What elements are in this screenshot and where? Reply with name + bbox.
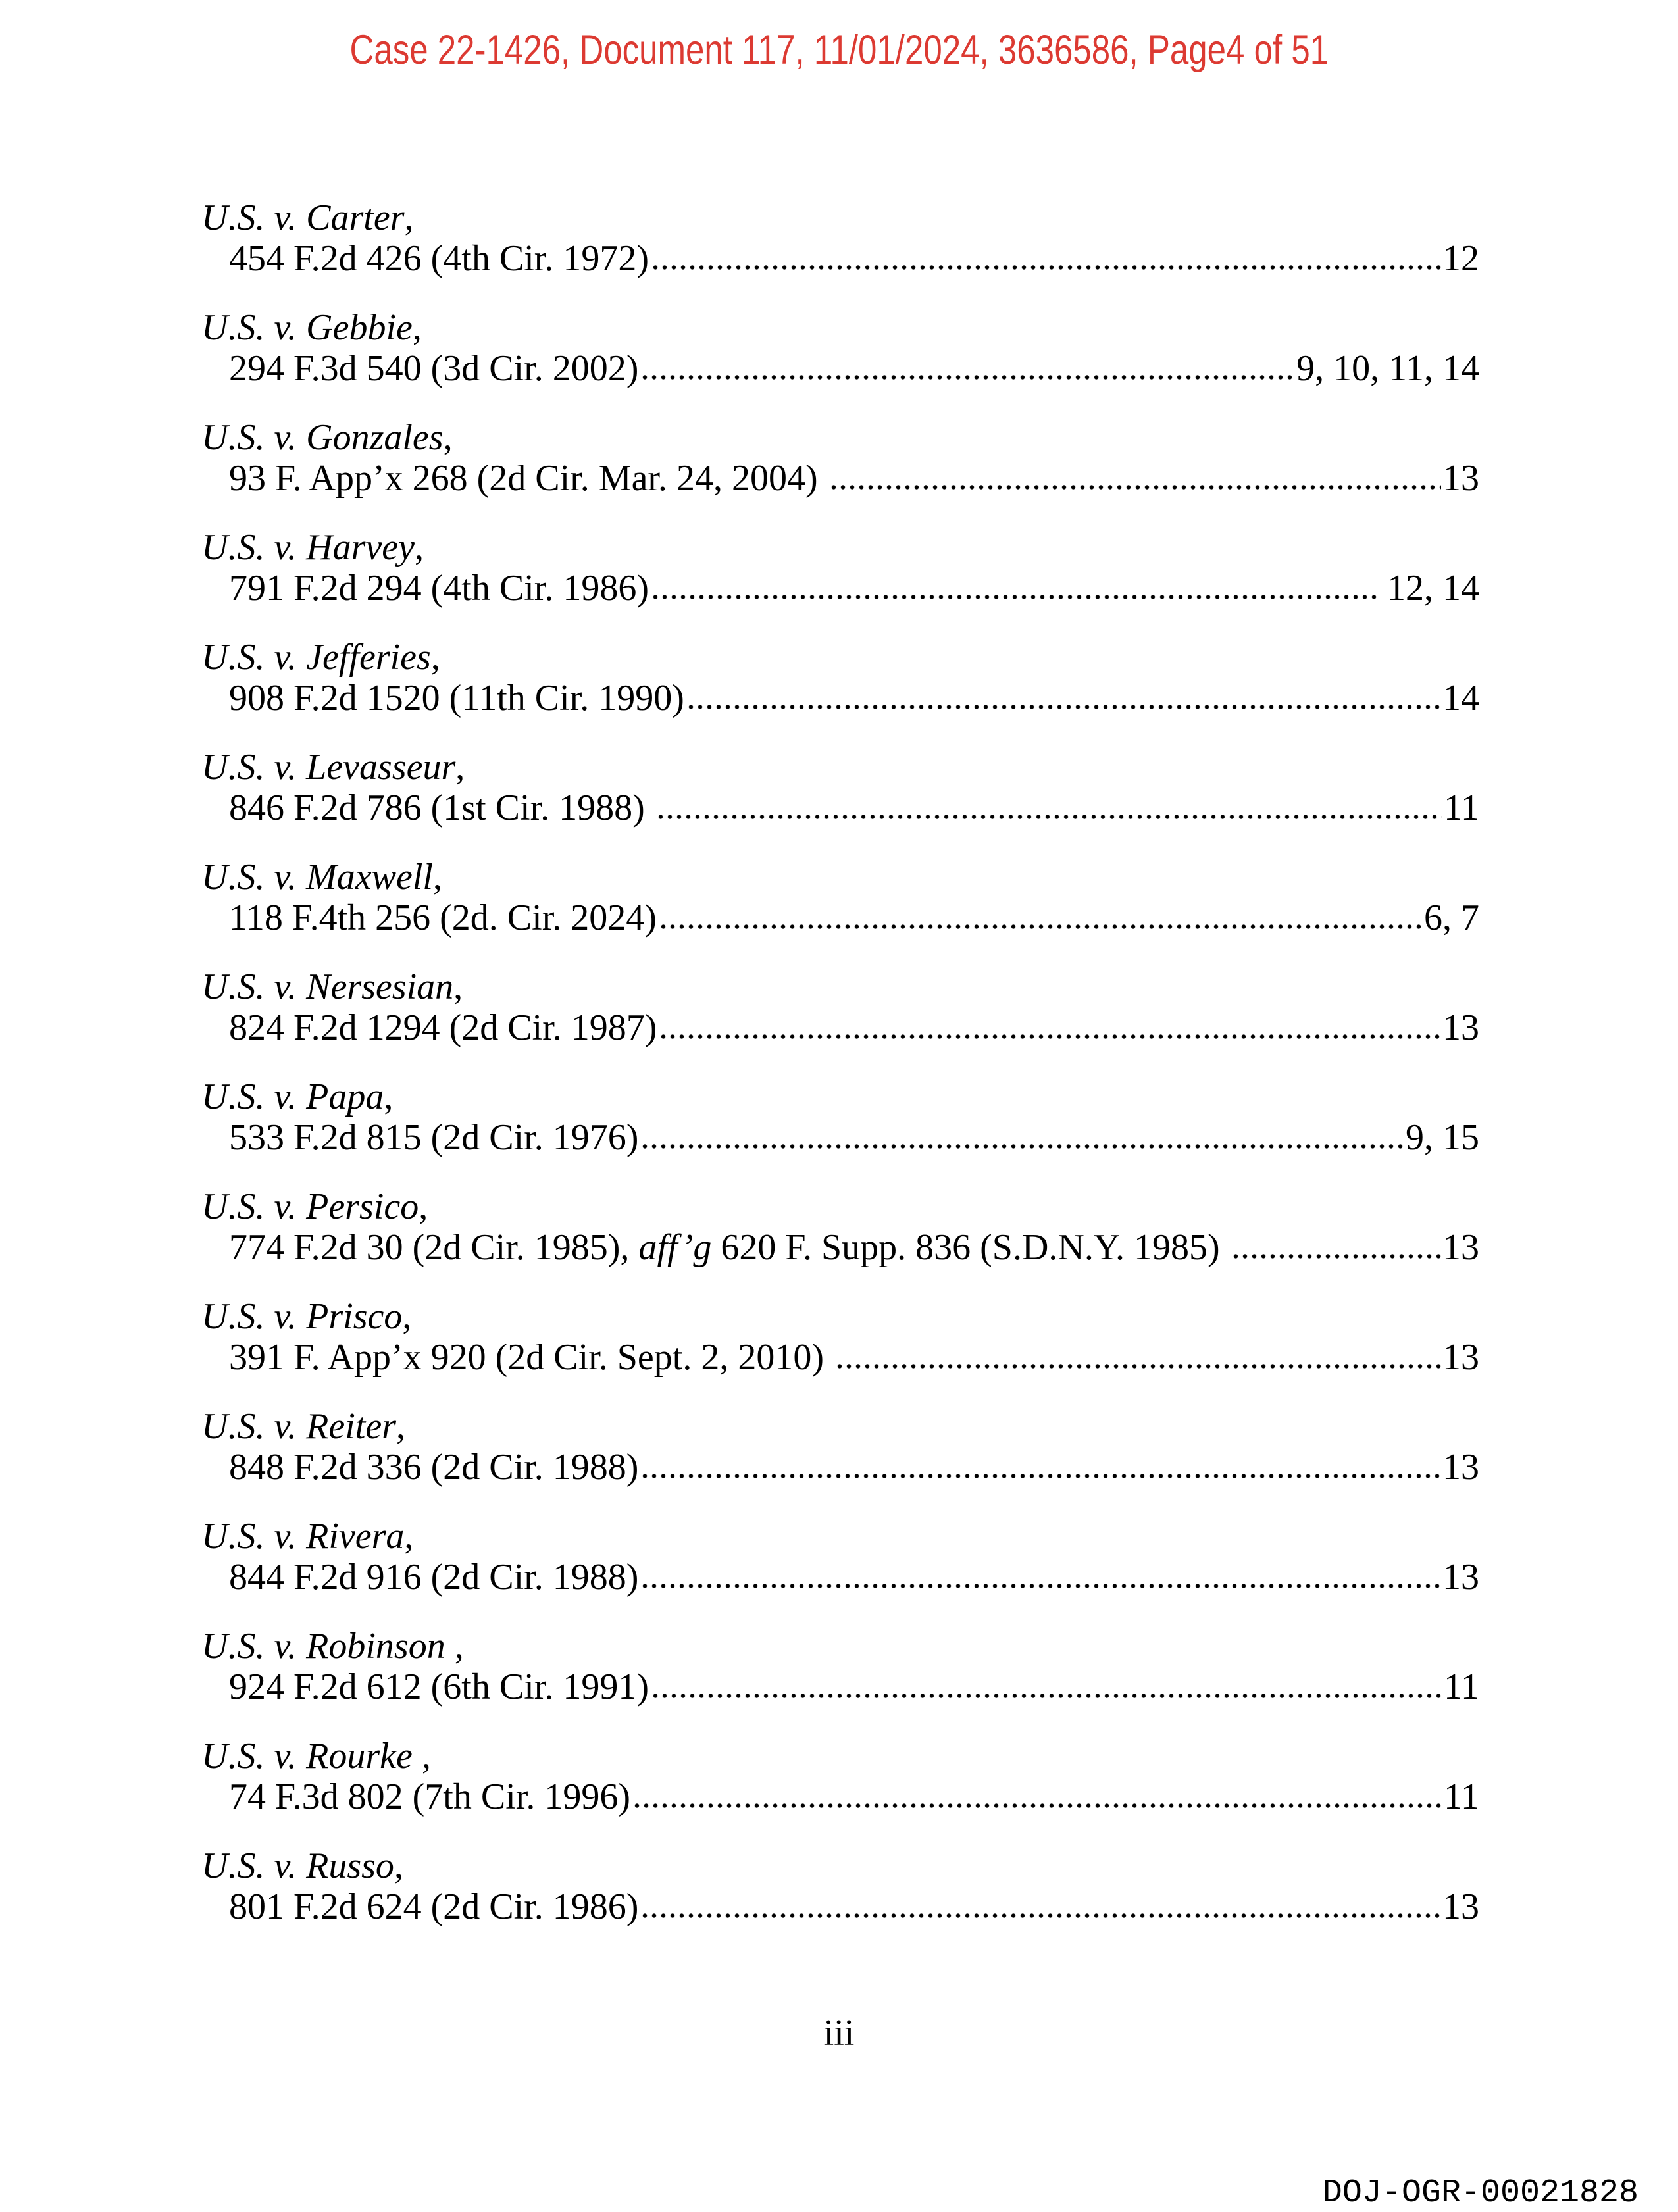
case-name: U.S. v. Carter — [201, 197, 405, 238]
case-entry — [201, 1626, 1479, 1707]
page-ref: 13 — [1442, 1886, 1479, 1927]
case-entry — [201, 637, 1479, 718]
case-name-line — [201, 417, 1479, 458]
citation-text: 533 F.2d 815 (2d Cir. 1976) — [229, 1117, 639, 1158]
case-citation-line — [201, 1117, 1479, 1158]
case-name: U.S. v. Levasseur — [201, 747, 456, 788]
case-citation-line — [201, 348, 1479, 389]
case-citation-line — [201, 897, 1479, 938]
citation-text: 74 F.3d 802 (7th Cir. 1996) — [229, 1776, 630, 1817]
dot-leader — [640, 1561, 1441, 1589]
dot-leader — [651, 1671, 1442, 1699]
case-name-line — [201, 1626, 1479, 1667]
case-citation-line — [201, 1007, 1479, 1048]
case-name: U.S. v. Reiter — [201, 1406, 396, 1447]
case-entry — [201, 1076, 1479, 1158]
case-name: U.S. v. Nersesian — [201, 967, 454, 1007]
case-name: U.S. v. Gonzales — [201, 417, 444, 458]
page-ref: 13 — [1442, 1447, 1479, 1488]
dot-leader — [640, 1451, 1441, 1479]
case-name: U.S. v. Rourke — [201, 1736, 422, 1776]
case-name-comma: , — [404, 197, 414, 238]
dot-leader — [686, 682, 1441, 710]
case-citation-line — [201, 568, 1479, 609]
case-citation-line — [201, 1776, 1479, 1817]
case-name: U.S. v. Maxwell — [201, 857, 433, 897]
case-name-comma: , — [443, 417, 453, 458]
case-name-line — [201, 1406, 1479, 1447]
case-citation-line — [201, 458, 1479, 499]
citation — [229, 1447, 638, 1488]
dot-leader — [829, 463, 1441, 490]
citation-text: 791 F.2d 294 (4th Cir. 1986) — [229, 568, 649, 609]
citation-text: 924 F.2d 612 (6th Cir. 1991) — [229, 1667, 649, 1707]
page-ref: 13 — [1442, 1557, 1479, 1597]
case-entry — [201, 1406, 1479, 1488]
citation — [229, 568, 649, 609]
case-name-line — [201, 307, 1479, 348]
case-name: U.S. v. Gebbie — [201, 307, 413, 348]
dot-leader — [651, 572, 1377, 600]
table-of-authorities — [201, 197, 1479, 1955]
case-entry — [201, 527, 1479, 609]
page-ref: 13 — [1442, 1337, 1479, 1378]
page-number-folio: iii — [823, 2013, 855, 2053]
court-stamp-text: Case 22-1426, Document 117, 11/01/2024, 3636586, Page4 of 51 — [349, 27, 1329, 73]
case-name-line — [201, 197, 1479, 238]
case-citation-line — [201, 1886, 1479, 1927]
case-name-line — [201, 527, 1479, 568]
dot-leader — [640, 1891, 1441, 1919]
case-entry — [201, 747, 1479, 828]
citation — [229, 1337, 833, 1378]
case-name-line — [201, 637, 1479, 678]
citation — [229, 1886, 638, 1927]
page-ref: 11 — [1444, 788, 1479, 828]
page-ref: 13 — [1442, 1227, 1479, 1268]
page-ref: 13 — [1442, 1007, 1479, 1048]
citation-text: 824 F.2d 1294 (2d Cir. 1987) — [229, 1007, 657, 1048]
case-name-comma: , — [394, 1846, 403, 1886]
citation — [229, 1117, 638, 1158]
citation — [229, 458, 827, 499]
page-ref: 9, 10, 11, 14 — [1296, 348, 1479, 389]
case-name-comma: , — [454, 1626, 464, 1667]
case-citation-line — [201, 788, 1479, 828]
case-entry — [201, 197, 1479, 279]
case-name: U.S. v. Prisco — [201, 1296, 403, 1337]
case-citation-line — [201, 1227, 1479, 1268]
citation-italic: aff’g — [638, 1227, 712, 1268]
dot-leader — [659, 902, 1423, 930]
case-entry — [201, 1186, 1479, 1268]
case-name-line — [201, 1076, 1479, 1117]
page-ref: 12, 14 — [1378, 568, 1479, 609]
citation-text: 774 F.2d 30 (2d Cir. 1985), — [229, 1227, 639, 1268]
citation — [229, 897, 657, 938]
citation — [229, 238, 649, 279]
case-name: U.S. v. Jefferies — [201, 637, 431, 678]
bates-number: DOJ-OGR-00021828 — [1322, 2174, 1639, 2212]
citation-text: 454 F.2d 426 (4th Cir. 1972) — [229, 238, 649, 279]
case-entry — [201, 1736, 1479, 1817]
case-name-line — [201, 1846, 1479, 1886]
page-ref: 9, 15 — [1406, 1117, 1479, 1158]
citation — [229, 1667, 649, 1707]
case-entry — [201, 1516, 1479, 1597]
case-name-comma: , — [455, 747, 465, 788]
case-name-line — [201, 857, 1479, 897]
case-name: U.S. v. Papa — [201, 1076, 384, 1117]
page-ref: 14 — [1442, 678, 1479, 718]
citation — [229, 348, 638, 389]
case-citation-line — [201, 1557, 1479, 1597]
citation-text: 801 F.2d 624 (2d Cir. 1986) — [229, 1886, 639, 1927]
citation-text: 391 F. App’x 920 (2d Cir. Sept. 2, 2010) — [229, 1337, 833, 1378]
page-ref: 11 — [1444, 1667, 1479, 1707]
citation-text: 93 F. App’x 268 (2d Cir. Mar. 24, 2004) — [229, 458, 827, 499]
citation — [229, 678, 684, 718]
dot-leader — [835, 1342, 1441, 1369]
case-name-comma: , — [419, 1186, 428, 1227]
case-name-comma: , — [384, 1076, 394, 1117]
citation — [229, 1776, 630, 1817]
case-name-comma: , — [453, 967, 463, 1007]
citation-after: 620 F. Supp. 836 (S.D.N.Y. 1985) — [711, 1227, 1229, 1268]
court-stamp — [0, 26, 1678, 74]
page-ref: 6, 7 — [1424, 897, 1479, 938]
citation-text: 848 F.2d 336 (2d Cir. 1988) — [229, 1447, 639, 1488]
page-ref: 11 — [1444, 1776, 1479, 1817]
citation — [229, 1557, 638, 1597]
page-ref: 12 — [1442, 238, 1479, 279]
dot-leader — [651, 243, 1441, 270]
citation-text: 844 F.2d 916 (2d Cir. 1988) — [229, 1557, 639, 1597]
case-name-comma: , — [404, 1516, 414, 1557]
citation — [229, 1007, 657, 1048]
case-entry — [201, 1296, 1479, 1378]
case-name: U.S. v. Russo — [201, 1846, 394, 1886]
dot-leader — [656, 792, 1442, 820]
dot-leader — [1231, 1232, 1441, 1259]
case-name-comma: , — [432, 857, 442, 897]
case-name-comma: , — [414, 527, 424, 568]
case-entry — [201, 307, 1479, 389]
case-name: U.S. v. Persico — [201, 1186, 419, 1227]
case-name: U.S. v. Harvey — [201, 527, 415, 568]
case-entry — [201, 1846, 1479, 1927]
case-citation-line — [201, 1337, 1479, 1378]
citation — [229, 1227, 1229, 1268]
dot-leader — [640, 1122, 1404, 1149]
case-name-line — [201, 747, 1479, 788]
citation-text: 846 F.2d 786 (1st Cir. 1988) — [229, 788, 654, 828]
citation-text: 294 F.3d 540 (3d Cir. 2002) — [229, 348, 639, 389]
case-name-comma: , — [421, 1736, 431, 1776]
dot-leader — [632, 1781, 1442, 1809]
case-entry — [201, 967, 1479, 1048]
citation-text: 118 F.4th 256 (2d. Cir. 2024) — [229, 897, 657, 938]
case-name: U.S. v. Robinson — [201, 1626, 455, 1667]
case-citation-line — [201, 1447, 1479, 1488]
case-citation-line — [201, 678, 1479, 718]
page-ref: 13 — [1442, 458, 1479, 499]
case-name-comma: , — [412, 307, 422, 348]
case-name-comma: , — [402, 1296, 412, 1337]
case-entry — [201, 857, 1479, 938]
case-entry — [201, 417, 1479, 499]
dot-leader — [640, 353, 1295, 380]
case-name: U.S. v. Rivera — [201, 1516, 405, 1557]
case-name-line — [201, 1296, 1479, 1337]
citation-text: 908 F.2d 1520 (11th Cir. 1990) — [229, 678, 684, 718]
case-name-comma: , — [430, 637, 440, 678]
case-name-line — [201, 1186, 1479, 1227]
case-citation-line — [201, 1667, 1479, 1707]
case-list — [201, 197, 1479, 1927]
case-citation-line — [201, 238, 1479, 279]
citation — [229, 788, 654, 828]
case-name-line — [201, 967, 1479, 1007]
case-name-line — [201, 1736, 1479, 1776]
case-name-line — [201, 1516, 1479, 1557]
dot-leader — [659, 1012, 1441, 1040]
case-name-comma: , — [395, 1406, 405, 1447]
